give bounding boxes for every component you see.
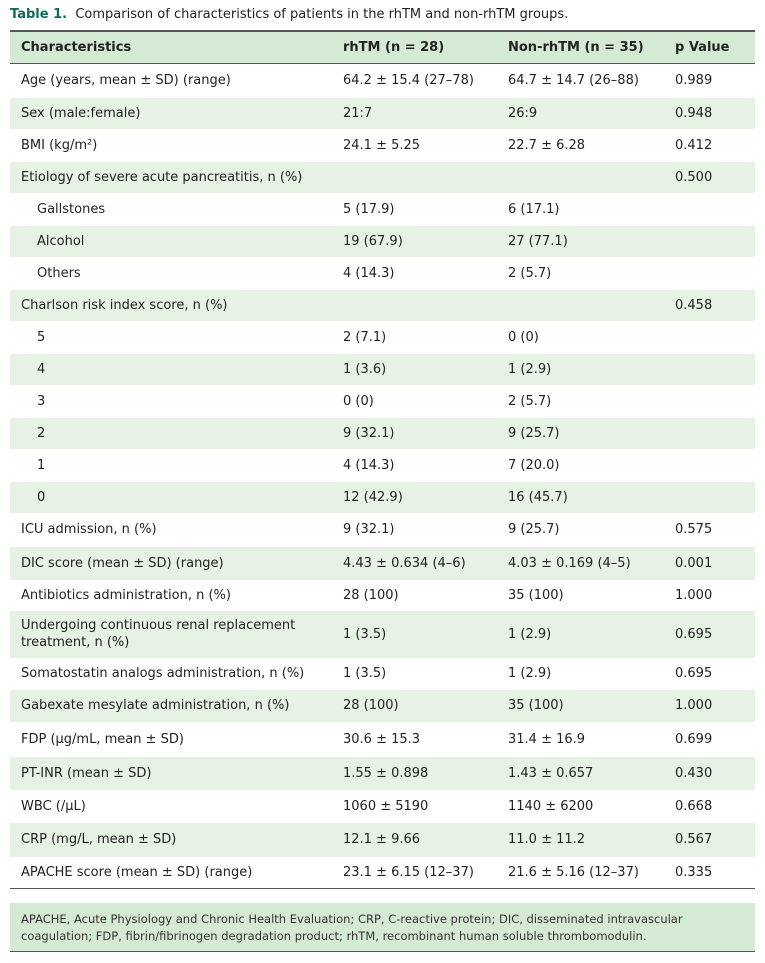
cell-characteristic: 1 <box>37 457 46 473</box>
cell-rhtm: 1 (3.5) <box>343 666 387 681</box>
table-row <box>10 64 755 98</box>
cell-rhtm: 28 (100) <box>343 698 399 713</box>
cell-characteristic: 2 <box>37 425 46 441</box>
table-row <box>10 226 755 257</box>
characteristics-table <box>10 30 755 889</box>
cell-rhtm: 12.1 ± 9.66 <box>343 832 421 847</box>
cell-characteristic: DIC score (mean ± SD) (range) <box>21 555 224 571</box>
cell-non-rhtm: 1.43 ± 0.657 <box>508 765 594 781</box>
header-non-rhtm: Non-rhTM (n = 35) <box>508 40 644 55</box>
cell-non-rhtm: 1140 ± 6200 <box>508 798 594 814</box>
cell-characteristic: PT-INR (mean ± SD) <box>21 765 152 781</box>
table-row <box>10 193 755 226</box>
cell-characteristic: FDP (μg/mL, mean ± SD) <box>21 731 184 747</box>
cell-characteristic: Gabexate mesylate administration, n (%) <box>21 698 290 713</box>
cell-characteristic: CRP (mg/L, mean ± SD) <box>21 832 177 847</box>
cell-p-value <box>665 385 755 418</box>
cell-characteristic: Charlson risk index score, n (%) <box>21 297 228 313</box>
cell-non-rhtm <box>498 290 665 321</box>
cell-rhtm: 4 (14.3) <box>343 265 395 281</box>
cell-characteristic: 0 <box>37 489 46 505</box>
cell-p-value: 1.000 <box>675 587 713 603</box>
cell-p-value <box>665 482 755 513</box>
cell-non-rhtm: 22.7 ± 6.28 <box>508 137 586 153</box>
cell-p-value: 0.412 <box>675 137 713 153</box>
cell-non-rhtm: 2 (5.7) <box>508 265 552 281</box>
cell-p-value: 0.699 <box>675 731 713 747</box>
cell-p-value: 0.335 <box>675 864 713 880</box>
cell-p-value <box>665 257 755 290</box>
cell-characteristic: Undergoing continuous renal replacement treatment, n (%) <box>21 618 296 650</box>
cell-rhtm: 0 (0) <box>343 393 374 409</box>
table-row <box>10 482 755 513</box>
cell-p-value: 0.500 <box>675 169 713 185</box>
table-row <box>10 449 755 482</box>
cell-rhtm: 2 (7.1) <box>343 329 387 345</box>
cell-characteristic: ICU admission, n (%) <box>21 522 157 537</box>
cell-p-value: 1.000 <box>675 698 713 713</box>
cell-rhtm: 1 (3.5) <box>343 626 387 642</box>
cell-non-rhtm: 4.03 ± 0.169 (4–5) <box>508 555 631 571</box>
cell-rhtm: 21:7 <box>343 105 373 121</box>
table-row <box>10 257 755 290</box>
cell-characteristic: WBC (/μL) <box>21 798 86 814</box>
cell-rhtm: 23.1 ± 6.15 (12–37) <box>343 864 474 880</box>
cell-characteristic: Age (years, mean ± SD) (range) <box>21 73 231 89</box>
table-row <box>10 658 755 690</box>
cell-p-value <box>665 418 755 449</box>
cell-non-rhtm <box>498 162 665 193</box>
cell-non-rhtm: 2 (5.7) <box>508 393 552 409</box>
table-row <box>10 857 755 889</box>
cell-rhtm: 30.6 ± 15.3 <box>343 731 421 747</box>
table-footnote: APACHE, Acute Physiology and Chronic Health Evaluation; CRP, C-reactive protein; DIC, disseminated intravascular coagulation; FDP, fibrin/fibrinogen degradation product; rhTM, recombinant human soluble thrombomodulin. <box>10 903 755 952</box>
cell-non-rhtm: 9 (25.7) <box>508 522 560 537</box>
table-header-row <box>10 31 755 64</box>
cell-p-value: 0.430 <box>675 765 713 781</box>
table-row <box>10 385 755 418</box>
cell-characteristic: 4 <box>37 361 46 377</box>
cell-p-value: 0.695 <box>675 626 713 642</box>
cell-p-value <box>665 354 755 385</box>
table-row <box>10 823 755 857</box>
table-body <box>10 64 755 889</box>
cell-non-rhtm: 35 (100) <box>508 587 564 603</box>
table-row <box>10 722 755 757</box>
cell-characteristic: 5 <box>37 329 46 345</box>
cell-rhtm: 9 (32.1) <box>343 425 395 441</box>
table-row <box>10 547 755 580</box>
table-row <box>10 690 755 722</box>
cell-p-value <box>665 449 755 482</box>
cell-rhtm: 1060 ± 5190 <box>343 798 429 814</box>
table-row <box>10 418 755 449</box>
cell-characteristic: Somatostatin analogs administration, n (%) <box>21 666 305 681</box>
header-p-value: p Value <box>675 40 730 55</box>
cell-non-rhtm: 31.4 ± 16.9 <box>508 731 586 747</box>
cell-p-value: 0.458 <box>675 297 713 313</box>
cell-non-rhtm: 7 (20.0) <box>508 457 560 473</box>
cell-non-rhtm: 26:9 <box>508 105 538 121</box>
cell-p-value <box>665 321 755 354</box>
cell-characteristic: Others <box>37 265 81 281</box>
cell-non-rhtm: 35 (100) <box>508 698 564 713</box>
caption-label: Table 1. <box>10 7 68 22</box>
cell-rhtm: 1.55 ± 0.898 <box>343 765 429 781</box>
cell-rhtm <box>333 162 498 193</box>
cell-non-rhtm: 1 (2.9) <box>508 666 552 681</box>
cell-p-value: 0.668 <box>675 798 713 814</box>
caption-text: Comparison of characteristics of patients in the rhTM and non-rhTM groups. <box>75 7 569 22</box>
cell-characteristic: BMI (kg/m²) <box>21 137 98 153</box>
cell-p-value: 0.575 <box>675 522 713 537</box>
table-row <box>10 129 755 162</box>
cell-p-value: 0.948 <box>675 105 713 121</box>
cell-p-value <box>665 193 755 226</box>
table-row <box>10 580 755 611</box>
table-row <box>10 290 755 321</box>
cell-characteristic: Antibiotics administration, n (%) <box>21 587 231 603</box>
cell-rhtm: 64.2 ± 15.4 (27–78) <box>343 73 474 89</box>
cell-characteristic: Etiology of severe acute pancreatitis, n (%) <box>21 169 303 185</box>
cell-p-value: 0.567 <box>675 832 713 847</box>
cell-rhtm: 4.43 ± 0.634 (4–6) <box>343 555 466 571</box>
header-rhtm: rhTM (n = 28) <box>343 40 445 55</box>
cell-rhtm: 12 (42.9) <box>343 489 403 505</box>
cell-non-rhtm: 16 (45.7) <box>508 489 568 505</box>
table-row <box>10 757 755 790</box>
cell-p-value: 0.989 <box>675 73 713 89</box>
cell-characteristic: APACHE score (mean ± SD) (range) <box>21 864 253 880</box>
cell-p-value: 0.001 <box>675 555 713 571</box>
cell-non-rhtm: 21.6 ± 5.16 (12–37) <box>508 864 639 880</box>
cell-p-value: 0.695 <box>675 666 713 681</box>
cell-rhtm: 1 (3.6) <box>343 361 387 377</box>
table-row <box>10 162 755 193</box>
cell-non-rhtm: 27 (77.1) <box>508 233 568 249</box>
cell-rhtm: 24.1 ± 5.25 <box>343 137 421 153</box>
cell-characteristic: 3 <box>37 393 46 409</box>
cell-rhtm: 19 (67.9) <box>343 233 403 249</box>
table-row <box>10 790 755 823</box>
table-row <box>10 513 755 547</box>
table-row <box>10 354 755 385</box>
cell-rhtm: 4 (14.3) <box>343 457 395 473</box>
cell-rhtm: 5 (17.9) <box>343 201 395 217</box>
cell-characteristic: Sex (male:female) <box>21 105 141 121</box>
header-characteristics: Characteristics <box>21 40 132 55</box>
cell-non-rhtm: 1 (2.9) <box>508 626 552 642</box>
table-row <box>10 321 755 354</box>
cell-p-value <box>665 226 755 257</box>
cell-characteristic: Alcohol <box>37 233 85 249</box>
cell-rhtm: 9 (32.1) <box>343 522 395 537</box>
table-row <box>10 611 755 658</box>
table-caption <box>10 6 758 24</box>
cell-rhtm: 28 (100) <box>343 587 399 603</box>
cell-non-rhtm: 11.0 ± 11.2 <box>508 832 586 847</box>
cell-non-rhtm: 6 (17.1) <box>508 201 560 217</box>
cell-non-rhtm: 0 (0) <box>508 329 539 345</box>
cell-characteristic: Gallstones <box>37 201 106 217</box>
cell-non-rhtm: 1 (2.9) <box>508 361 552 377</box>
cell-rhtm <box>333 290 498 321</box>
cell-non-rhtm: 9 (25.7) <box>508 425 560 441</box>
table-row <box>10 98 755 129</box>
cell-non-rhtm: 64.7 ± 14.7 (26–88) <box>508 73 639 89</box>
